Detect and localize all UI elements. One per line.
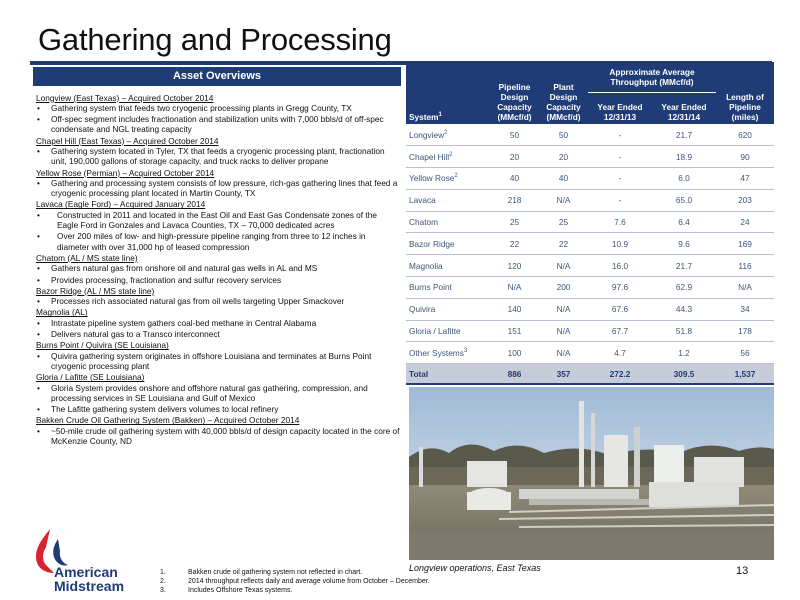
cell-length: N/A bbox=[716, 277, 774, 299]
footnote-number: 2. bbox=[160, 578, 166, 586]
cell-pipeline: 50 bbox=[490, 124, 539, 146]
cell-y2014: 9.6 bbox=[652, 233, 716, 255]
cell-y2014: 65.0 bbox=[652, 189, 716, 211]
asset-bullet: • Intrastate pipeline system gathers coal-bed methane in Central Alabama bbox=[36, 318, 400, 328]
american-midstream-logo bbox=[32, 525, 152, 597]
footnote-number: 3. bbox=[160, 587, 166, 595]
cell-plant: 50 bbox=[539, 124, 588, 146]
footnote-marker: 2 bbox=[454, 173, 458, 180]
footnote-number: 1. bbox=[160, 569, 166, 576]
header-pipeline-length: Length of Pipeline (miles) bbox=[716, 62, 774, 124]
cell-pipeline: 151 bbox=[490, 320, 539, 342]
asset-group-title: Bakken Crude Oil Gathering System (Bakken) – Acquired October 2014 bbox=[36, 415, 300, 426]
system-name-cell bbox=[406, 189, 490, 211]
asset-group-title: Magnolia (AL) bbox=[36, 307, 88, 318]
cell-pipeline: 40 bbox=[490, 168, 539, 190]
cell-y2014: 21.7 bbox=[652, 124, 716, 146]
total-pipeline: 886 bbox=[490, 364, 539, 384]
cell-plant: 200 bbox=[539, 277, 588, 299]
logo-text-line1: American bbox=[54, 564, 118, 580]
asset-bullet: • Delivers natural gas to a Transco interconnect bbox=[36, 329, 400, 339]
system-name-cell bbox=[406, 124, 490, 146]
asset-overviews-header: Asset Overviews bbox=[33, 67, 401, 86]
footnote bbox=[160, 577, 430, 586]
asset-bullet: • Gathering system that feeds two cryogenic processing plants in Gregg County, TX bbox=[36, 103, 400, 113]
cell-y2014: 1.2 bbox=[652, 342, 716, 364]
header-year-2014: Year Ended 12/31/14 bbox=[652, 92, 716, 124]
cell-plant: N/A bbox=[539, 320, 588, 342]
table-row bbox=[406, 146, 774, 168]
footnote-marker: 3 bbox=[463, 348, 468, 355]
asset-group-title: Chapel Hill (East Texas) – Acquired October 2014 bbox=[36, 135, 219, 146]
footnote-text: Bakken crude oil gathering system not reflected in chart. bbox=[188, 569, 363, 576]
table-row bbox=[406, 342, 774, 364]
cell-plant: 22 bbox=[539, 233, 588, 255]
cell-plant: N/A bbox=[539, 255, 588, 277]
cell-length: 90 bbox=[716, 146, 774, 168]
asset-bullet: • ~50-mile crude oil gathering system with 40,000 bbls/d of design capacity located in the core of McKenzie County, ND bbox=[36, 426, 400, 447]
total-row bbox=[406, 364, 774, 384]
cell-length: 47 bbox=[716, 168, 774, 190]
asset-group-title: Burns Point / Quivira (SE Louisiana) bbox=[36, 340, 169, 351]
system-name: Chapel Hill bbox=[409, 151, 450, 162]
asset-group-title: Bazor Ridge (AL / MS state line) bbox=[36, 285, 155, 296]
asset-bullet: • Processes rich associated natural gas from oil wells targeting Upper Smackover bbox=[36, 296, 400, 306]
asset-bullet: • Constructed in 2011 and located in the East Oil and East Gas Condensate zones of the Eagle Ford in Gonzales and Lavaca Counties, TX – 70,000 dedicated acres bbox=[36, 210, 400, 231]
asset-bullet: • Gathering system located in Tyler, TX that feeds a cryogenic processing plant, fractionation unit, 190,000 gallons of storage capacity, and truck racks to deliver propane bbox=[36, 146, 400, 167]
footnote bbox=[160, 568, 430, 577]
cell-length: 169 bbox=[716, 233, 774, 255]
system-name: Lavaca bbox=[409, 195, 436, 206]
system-name-cell bbox=[406, 320, 490, 342]
table-row bbox=[406, 189, 774, 211]
header-plant-capacity: Plant Design Capacity (MMcf/d) bbox=[539, 62, 588, 124]
asset-bullet: • Gloria System provides onshore and offshore natural gas gathering, compression, and processing services in SE Louisiana and Gulf of Mexico bbox=[36, 383, 400, 404]
cell-y2014: 51.8 bbox=[652, 320, 716, 342]
system-name-cell bbox=[406, 255, 490, 277]
total-plant: 357 bbox=[539, 364, 588, 384]
table-row bbox=[406, 233, 774, 255]
asset-bullet: • Off-spec segment includes fractionation and stabilization units with 7,000 bbls/d of off-spec condensate and NGL treating capacity bbox=[36, 114, 400, 135]
cell-y2013: 67.7 bbox=[588, 320, 652, 342]
system-name: Magnolia bbox=[409, 260, 443, 271]
asset-overviews-list bbox=[36, 92, 400, 447]
cell-y2013: - bbox=[588, 189, 652, 211]
footnote-marker: 2 bbox=[449, 151, 453, 158]
page-number: 13 bbox=[736, 565, 749, 577]
cell-pipeline: N/A bbox=[490, 277, 539, 299]
longview-operations-photo bbox=[409, 387, 774, 560]
footnote-marker: 2 bbox=[444, 130, 448, 137]
cell-y2013: 97.6 bbox=[588, 277, 652, 299]
total-y2013: 272.2 bbox=[588, 364, 652, 384]
system-name-cell bbox=[406, 277, 490, 299]
system-name: Chatom bbox=[409, 217, 439, 228]
system-name-cell bbox=[406, 342, 490, 364]
system-name: Longview bbox=[409, 129, 445, 140]
cell-plant: N/A bbox=[539, 298, 588, 320]
cell-plant: N/A bbox=[539, 342, 588, 364]
table-row bbox=[406, 277, 774, 299]
cell-pipeline: 120 bbox=[490, 255, 539, 277]
page-title: Gathering and Processing bbox=[38, 22, 392, 57]
cell-y2014: 62.9 bbox=[652, 277, 716, 299]
footnote bbox=[160, 586, 430, 595]
cell-length: 178 bbox=[716, 320, 774, 342]
asset-bullet: • Gathers natural gas from onshore oil and natural gas wells in AL and MS bbox=[36, 263, 400, 273]
table-row bbox=[406, 124, 774, 146]
logo-text-line2: Midstream bbox=[54, 578, 125, 594]
asset-group-title: Lavaca (Eagle Ford) – Acquired January 2014 bbox=[36, 199, 206, 210]
cell-plant: 40 bbox=[539, 168, 588, 190]
asset-group-title: Yellow Rose (Permian) – Acquired October 2014 bbox=[36, 167, 215, 178]
cell-y2013: 7.6 bbox=[588, 211, 652, 233]
cell-y2013: - bbox=[588, 168, 652, 190]
cell-pipeline: 22 bbox=[490, 233, 539, 255]
systems-table bbox=[406, 62, 774, 385]
asset-bullet: • Provides processing, fractionation and sulfur recovery services bbox=[36, 275, 400, 285]
cell-y2013: 10.9 bbox=[588, 233, 652, 255]
cell-y2014: 6.0 bbox=[652, 168, 716, 190]
cell-y2013: - bbox=[588, 146, 652, 168]
total-label: Total bbox=[406, 364, 490, 384]
total-y2014: 309.5 bbox=[652, 364, 716, 384]
cell-length: 203 bbox=[716, 189, 774, 211]
cell-pipeline: 25 bbox=[490, 211, 539, 233]
asset-group-title: Longview (East Texas) – Acquired October 2014 bbox=[36, 92, 214, 103]
header-pipeline-capacity: Pipeline Design Capacity (MMcf/d) bbox=[490, 62, 539, 124]
table-row bbox=[406, 211, 774, 233]
table-row bbox=[406, 255, 774, 277]
cell-y2013: 67.6 bbox=[588, 298, 652, 320]
cell-y2014: 21.7 bbox=[652, 255, 716, 277]
footnote-text: 2014 throughput reflects daily and average volume from October – December. bbox=[188, 578, 430, 586]
table-row bbox=[406, 298, 774, 320]
cell-y2013: - bbox=[588, 124, 652, 146]
system-name: Other Systems bbox=[409, 347, 464, 358]
cell-y2014: 6.4 bbox=[652, 211, 716, 233]
asset-bullet: • Over 200 miles of low- and high-pressure pipeline ranging from three to 12 inches in diameter with over 31,000 hp of leased compression bbox=[36, 231, 400, 252]
asset-bullet: • The Lafitte gathering system delivers volumes to local refinery bbox=[36, 404, 400, 414]
cell-plant: 25 bbox=[539, 211, 588, 233]
footnote-text: Includes Offshore Texas systems. bbox=[188, 587, 293, 595]
cell-length: 116 bbox=[716, 255, 774, 277]
cell-plant: N/A bbox=[539, 189, 588, 211]
system-name-cell bbox=[406, 298, 490, 320]
cell-pipeline: 140 bbox=[490, 298, 539, 320]
cell-length: 24 bbox=[716, 211, 774, 233]
header-throughput: Approximate Average Throughput (MMcf/d) bbox=[588, 62, 716, 92]
asset-group-title: Gloria / Lafitte (SE Louisiana) bbox=[36, 372, 145, 383]
header-system: System$^1$ bbox=[406, 62, 490, 124]
system-name: Yellow Rose bbox=[409, 173, 455, 184]
logo-text bbox=[54, 565, 124, 593]
cell-length: 56 bbox=[716, 342, 774, 364]
cell-y2013: 16.0 bbox=[588, 255, 652, 277]
cell-pipeline: 218 bbox=[490, 189, 539, 211]
total-length: 1,537 bbox=[716, 364, 774, 384]
asset-group-title: Chatom (AL / MS state line) bbox=[36, 252, 138, 263]
table-row bbox=[406, 168, 774, 190]
header-year-2013: Year Ended 12/31/13 bbox=[588, 92, 652, 124]
system-name: Burns Point bbox=[409, 282, 452, 293]
cell-y2013: 4.7 bbox=[588, 342, 652, 364]
table-row bbox=[406, 320, 774, 342]
asset-bullet: • Gathering and processing system consists of low pressure, rich-gas gathering lines that feed a cryogenic processing plant located in Martin County, TX bbox=[36, 178, 400, 199]
cell-pipeline: 20 bbox=[490, 146, 539, 168]
cell-pipeline: 100 bbox=[490, 342, 539, 364]
system-name-cell bbox=[406, 146, 490, 168]
cell-length: 620 bbox=[716, 124, 774, 146]
plant-photo-illustration bbox=[409, 387, 774, 560]
cell-y2014: 44.3 bbox=[652, 298, 716, 320]
photo-caption: Longview operations, East Texas bbox=[409, 563, 541, 573]
system-name: Gloria / Lafitte bbox=[409, 326, 461, 337]
system-name: Quivira bbox=[409, 304, 436, 315]
cell-y2014: 18.9 bbox=[652, 146, 716, 168]
asset-bullet: • Quivira gathering system originates in offshore Louisiana and terminates at Burns Point cryogenic processing plant bbox=[36, 351, 400, 372]
system-name-cell bbox=[406, 211, 490, 233]
system-name-cell bbox=[406, 168, 490, 190]
cell-plant: 20 bbox=[539, 146, 588, 168]
cell-length: 34 bbox=[716, 298, 774, 320]
system-name: Bazor Ridge bbox=[409, 238, 455, 249]
footnotes bbox=[160, 568, 430, 596]
system-name-cell bbox=[406, 233, 490, 255]
